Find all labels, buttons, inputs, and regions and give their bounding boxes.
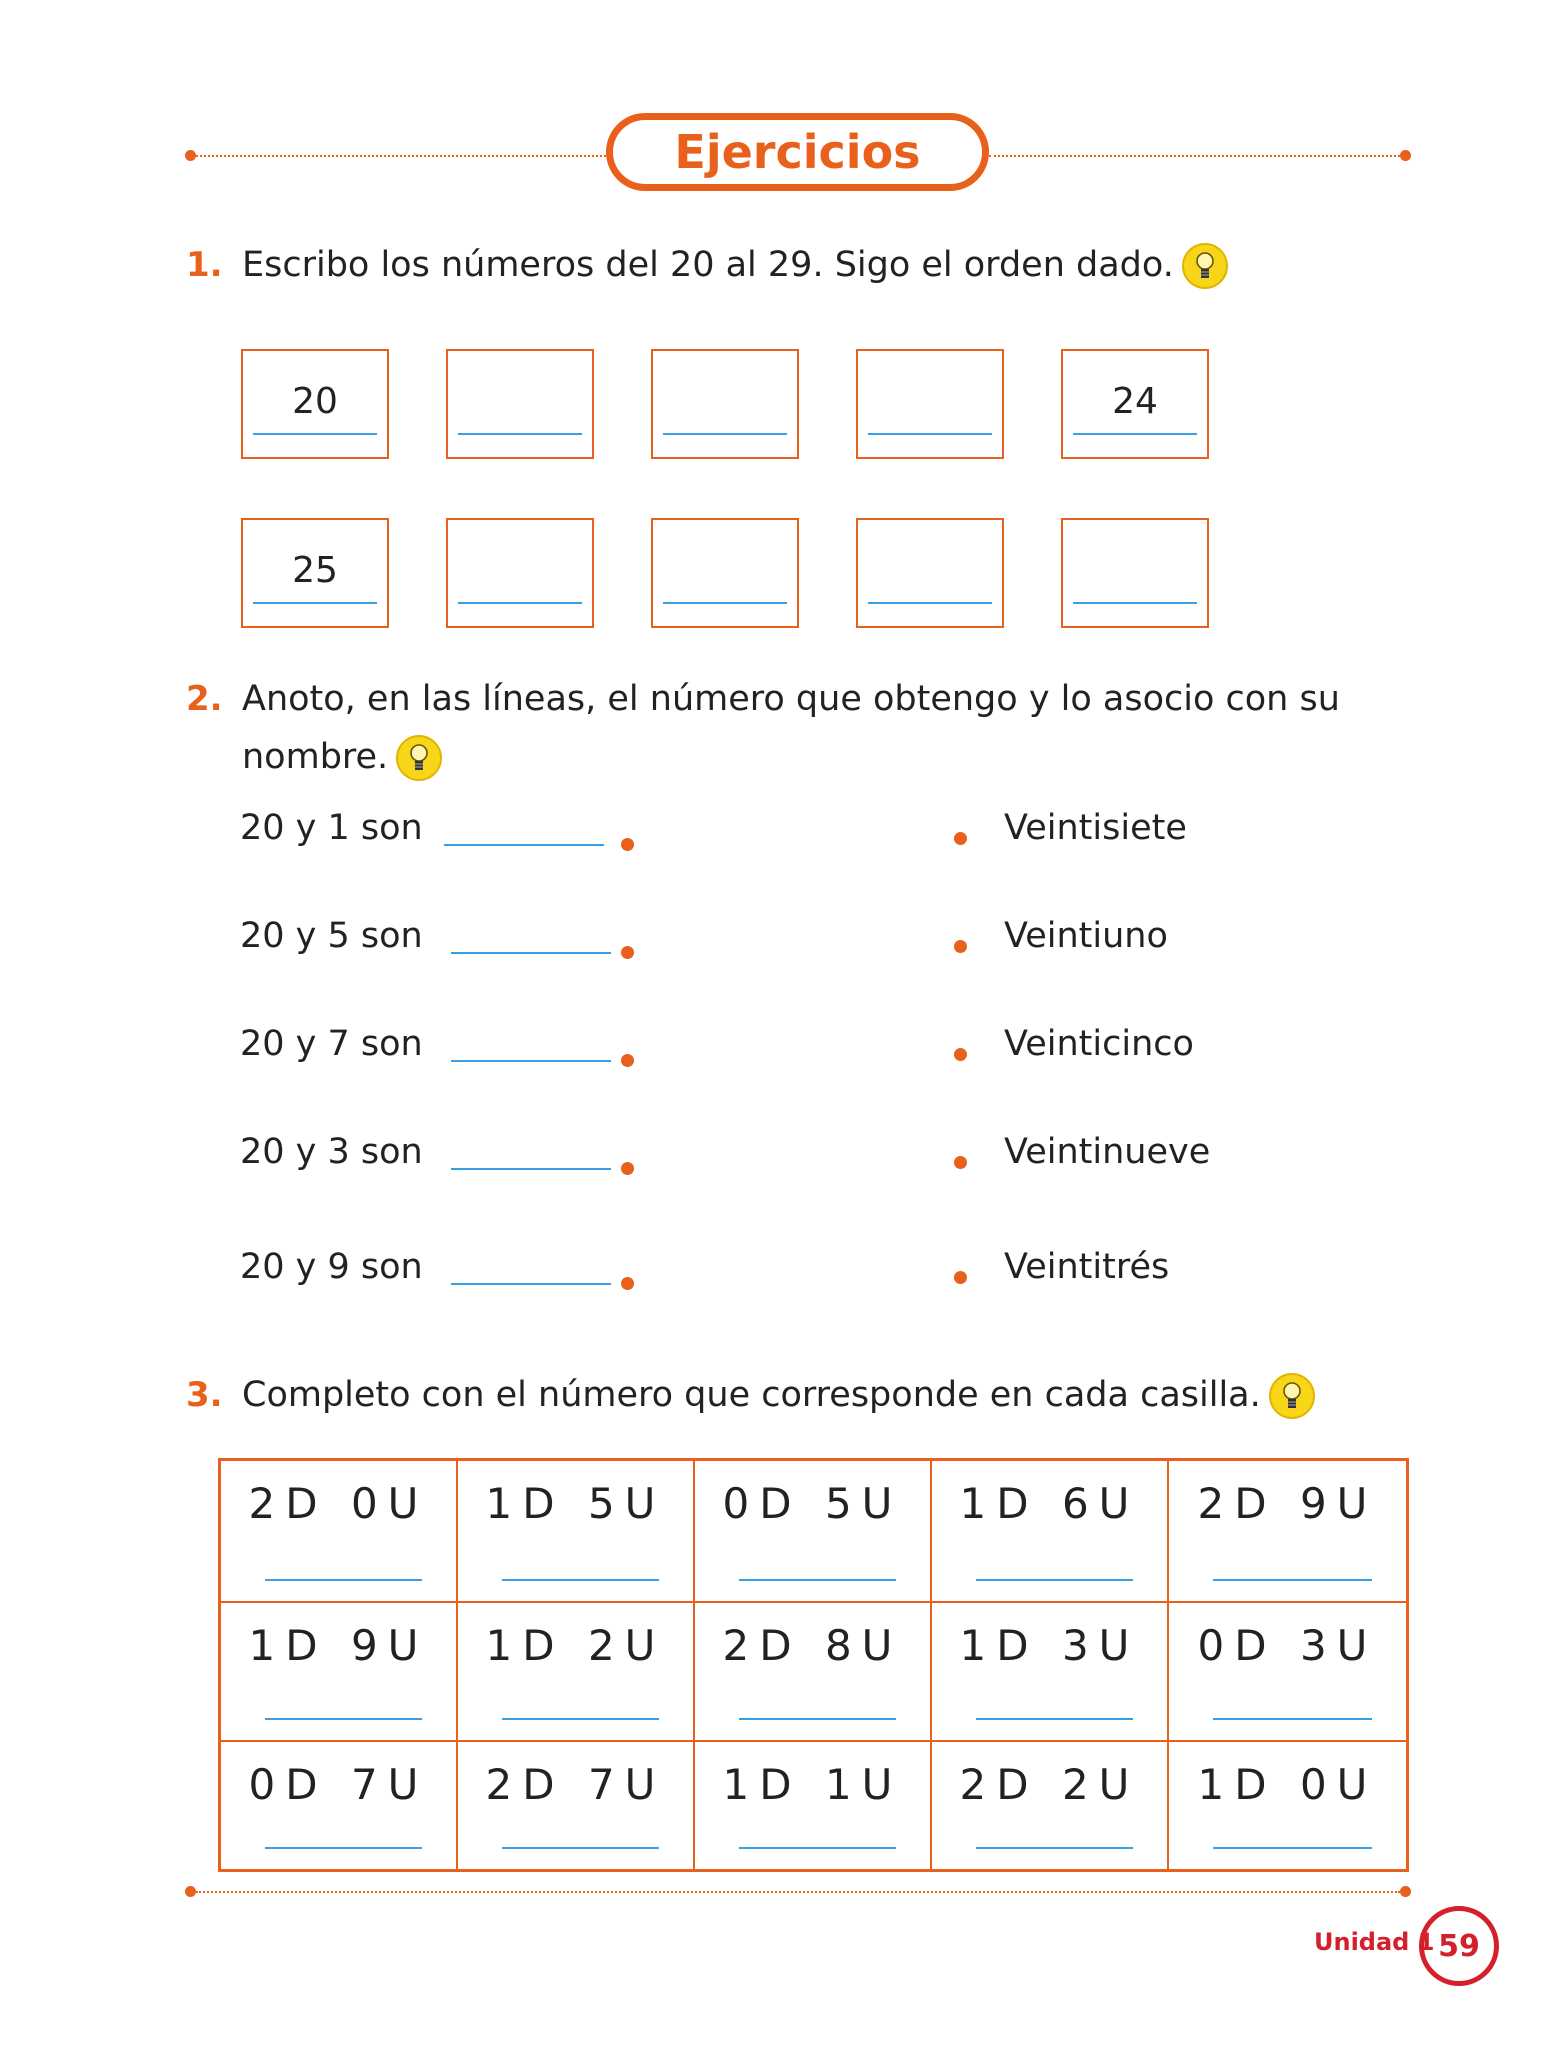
answer-line [739,1579,896,1581]
lightbulb-icon [396,735,442,781]
place-value-code: 2D 2U [959,1760,1140,1809]
match-dot-right[interactable] [954,1156,967,1169]
answer-line [1213,1718,1372,1720]
answer-line [1213,1579,1372,1581]
match-dot-right[interactable] [954,940,967,953]
sum-label: 20 y 1 son [240,808,423,848]
place-value-code: 1D 5U [485,1479,666,1528]
place-value-code: 0D 3U [1197,1621,1378,1670]
place-value-code: 1D 6U [959,1479,1140,1528]
exercise-1-instruction-text: Escribo los números del 20 al 29. Sigo el orden dado. [242,245,1174,285]
match-dot-right[interactable] [954,1271,967,1284]
answer-line[interactable] [451,952,611,954]
place-value-cell[interactable] [221,1461,458,1603]
number-box-value: 20 [292,381,338,422]
answer-line [502,1718,659,1720]
sum-label: 20 y 3 son [240,1132,423,1172]
place-value-code: 0D 5U [722,1479,903,1528]
place-value-cell[interactable] [1169,1742,1406,1869]
place-value-cell[interactable] [695,1742,932,1869]
match-dot-left[interactable] [621,1054,634,1067]
page-number: 59 [1419,1906,1499,1986]
header-dot-left [185,150,196,161]
number-box[interactable] [856,518,1004,628]
place-value-code: 2D 9U [1197,1479,1378,1528]
sum-label: 20 y 9 son [240,1247,423,1287]
footer-dot-right [1400,1886,1411,1897]
place-value-code: 1D 2U [485,1621,666,1670]
place-value-code: 1D 9U [248,1621,429,1670]
place-value-code: 1D 1U [722,1760,903,1809]
answer-line [976,1579,1133,1581]
number-box[interactable] [446,349,594,459]
sum-label: 20 y 7 son [240,1024,423,1064]
number-box[interactable] [1061,518,1209,628]
answer-line [458,433,582,435]
lightbulb-icon [1269,1373,1315,1419]
place-value-code: 2D 7U [485,1760,666,1809]
header-dotted-line-left [196,155,606,157]
number-box[interactable] [856,349,1004,459]
number-name: Veinticinco [1004,1024,1194,1064]
exercise-2-instruction-line-2-text: nombre. [242,737,389,777]
number-box[interactable] [1061,349,1209,459]
match-dot-left[interactable] [621,946,634,959]
exercise-2-instruction [242,670,1340,786]
place-value-cell[interactable] [695,1461,932,1603]
answer-line [1073,433,1197,435]
number-box[interactable] [241,349,389,459]
answer-line [265,1579,422,1581]
footer-dot-left [185,1886,196,1897]
exercise-2-instruction-line-1: Anoto, en las líneas, el número que obtengo y lo asocio con su [242,679,1340,719]
number-box[interactable] [446,518,594,628]
exercise-2-number: 2. [186,679,223,719]
place-value-cell[interactable] [458,1461,695,1603]
unit-label: Unidad 1 [1314,1928,1435,1956]
place-value-code: 2D 8U [722,1621,903,1670]
answer-line [1073,602,1197,604]
exercise-2-instruction-line-2 [242,728,1340,786]
number-box-value: 24 [1112,381,1158,422]
place-value-code: 1D 3U [959,1621,1140,1670]
answer-line [265,1847,422,1849]
match-dot-left[interactable] [621,838,634,851]
answer-line [868,602,992,604]
place-value-cell[interactable] [932,1461,1169,1603]
place-value-cell[interactable] [221,1742,458,1869]
place-value-cell[interactable] [458,1603,695,1742]
answer-line [739,1718,896,1720]
place-value-code: 0D 7U [248,1760,429,1809]
place-value-code: 1D 0U [1197,1760,1378,1809]
header-dotted-line-right [989,155,1400,157]
place-value-cell[interactable] [1169,1603,1406,1742]
exercise-3-grid [218,1458,1409,1872]
answer-line [458,602,582,604]
exercise-3-number: 3. [186,1375,223,1415]
answer-line [253,433,377,435]
exercise-1-number: 1. [186,245,223,285]
number-name: Veintiuno [1004,916,1168,956]
number-box-value: 25 [292,550,338,591]
exercise-3-instruction-text: Completo con el número que corresponde en cada casilla. [242,1375,1261,1415]
answer-line [502,1579,659,1581]
answer-line [265,1718,422,1720]
footer-dotted-line [196,1891,1400,1893]
match-dot-left[interactable] [621,1277,634,1290]
answer-line [868,433,992,435]
number-box[interactable] [241,518,389,628]
answer-line[interactable] [444,844,604,846]
number-name: Veintitrés [1004,1247,1170,1287]
answer-line [976,1847,1133,1849]
number-box[interactable] [651,349,799,459]
place-value-cell[interactable] [932,1603,1169,1742]
answer-line [1213,1847,1372,1849]
answer-line[interactable] [451,1168,611,1170]
sum-label: 20 y 5 son [240,916,423,956]
number-name: Veintinueve [1004,1132,1211,1172]
answer-line [976,1718,1133,1720]
number-box[interactable] [651,518,799,628]
place-value-cell[interactable] [695,1603,932,1742]
answer-line [502,1847,659,1849]
place-value-cell[interactable] [221,1603,458,1742]
place-value-code: 2D 0U [248,1479,429,1528]
exercise-1-instruction [242,236,1228,294]
place-value-cell[interactable] [1169,1461,1406,1603]
page-title: Ejercicios [606,113,989,191]
match-dot-right[interactable] [954,832,967,845]
answer-line [663,602,787,604]
answer-line [253,602,377,604]
answer-line[interactable] [451,1283,611,1285]
answer-line [663,433,787,435]
place-value-cell[interactable] [458,1742,695,1869]
header-dot-right [1400,150,1411,161]
place-value-cell[interactable] [932,1742,1169,1869]
match-dot-left[interactable] [621,1162,634,1175]
match-dot-right[interactable] [954,1048,967,1061]
lightbulb-icon [1182,243,1228,289]
answer-line[interactable] [451,1060,611,1062]
answer-line [739,1847,896,1849]
exercise-3-instruction [242,1366,1315,1424]
number-name: Veintisiete [1004,808,1187,848]
